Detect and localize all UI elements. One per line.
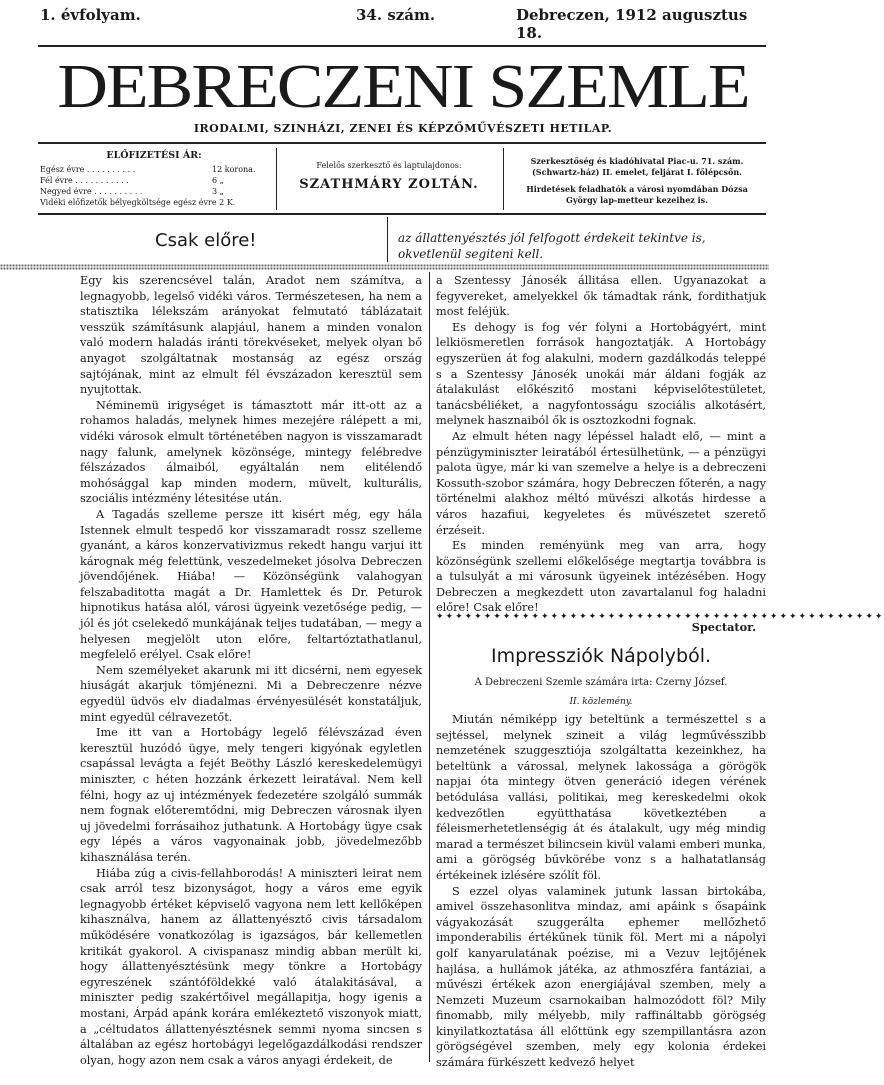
subscription-heading: ELŐFIZETÉSI ÁR: (106, 150, 202, 161)
paragraph: Es dehogy is fog vér folyni a Hortobágyért, mint lelkiösmeretlen források hangoztatják. A Hortobágy egyszerüen át fog alakulni, modern gazdálkodás teleppé s a Szentessy Jánosék unokái már áldani fogják az átalakulást előkészitő mostani képviselőtestületet, tanácsbéliéket, a nagyfontosságu szociális alkotásért, melynek hasznaiból ők is osztozkodni fognak. (436, 320, 766, 428)
price-label: Negyed évre . . . . . . . . . . (40, 187, 143, 196)
second-article-body (436, 712, 766, 1071)
masthead-rule (38, 142, 766, 144)
ornament-rule: ✦✦✦✦✦✦✦✦✦✦✦✦✦✦✦✦✦✦✦✦✦✦✦✦✦✦✦✦✦✦✦✦✦✦✦✦✦✦✦✦✦✦✦✦✦✦✦ (436, 612, 884, 622)
box-divider (503, 148, 504, 210)
paragraph: Hiába zúg a civis-fellahborodás! A miniszteri leirat nem csak arról tesz bizonyságot, hogy a város eme egyik legnagyobb értéket képviselő vagyona nem lett kellőképen kihasználva, hanem az állattenyésztő civis társadalom működésére vonatkozólag is igazságos, bár kellemetlen kritikát gyakorol. A civispanasz mindig abban merült ki, hogy állattenyésztésünk megy tönkre a Hortobágy egyreszének szántóföldekké való átalakitásával, a miniszter pedig szakértőivel megállapitja, hogy igenis a mostani, Árpád apánk korára emlékeztető viszonyok miatt, a „céltudatos állattenyésztésnek semmi nyoma sincsen s általában az egész hortobágyi legelőgazdálkodási rendszer olyan, hogy azon nem csak a város anyagi érdekeit, de (80, 866, 422, 1067)
editor-role: Felelős szerkesztő és laptulajdonos: (316, 161, 462, 170)
price-label: Egész évre . . . . . . . . . . (40, 165, 136, 174)
price-row (40, 186, 268, 197)
price-value: 6 „ (212, 176, 224, 185)
paragraph: a Szentessy Jánosék állitása ellen. Ugyanazokat a fegyvereket, amelyekkel ők támadtak ránk, fordithatjuk most feléjük. (436, 274, 766, 319)
price-value: 12 korona. (212, 165, 256, 174)
paragraph: Egy kis szerencsével talán, Aradot nem számítva, a legnagyobb, legelső vidéki város. Természetesen, ha nem a statisztika lélekszám arányokat felmutató táblázatait vesszük számításunk alapjául, hanem a minden vonalon való modern haladás iránti törekvéseket, melyek olyan bő anyagot szolgáltatnak mostanság az egész ország sajtójának, mint az elmult fél évszázadon keresztül sem nyujtottak. (80, 274, 422, 397)
paragraph: Az elmult héten nagy lépéssel haladt elő, — mint a pénzügyminiszter leiratából értesülhetünk, — a pénzügyi palota ügye, már ki van szemelve a helye is a debreczeni Kossuth-szobor számára, hogy Debreczen főterén, a nagy történelmi alakhoz méltó müvészi alkotás hirdesse a város hazafiui, kegyeletes és müvészetet szerető érzéseit. (436, 429, 766, 537)
office-address: Szerkesztőség és kiadóhivatal Piac-u. 71. szám. (Schwartz-ház) II. emelet, feljárat I. főlépcsőn. (530, 156, 744, 177)
paragraph: Néminemü irigységet is támasztott már itt-ott az a rohamos haladás, melynek himes mezejére rálépett a mi, vidéki városok elmult történetében nagyon is visszamaradt nagy falunk, amelynek közönsége, mintegy felébredve félszázados álmaiból, egyáltalán nem elitélendő mohósággal kap minden modern, müvelt, kulturális, szociális intézmény létesitése után. (80, 398, 422, 506)
subscription-box (40, 150, 268, 208)
paragraph: Nem személyeket akarunk mi itt dicsérni, nem egyesek hiuságát akarjuk tömjénezni. Mi a Debreczenre nézve egyedül üdvös elv diadalmas érvényesülését konstatáljuk, mint egyedül célravezetőt. (80, 663, 422, 724)
second-article-byline: A Debreczeni Szemle számára irta: Czerny József. (474, 677, 728, 688)
second-article-part: II. közlemény. (569, 697, 633, 707)
signature: Spectator. (691, 620, 756, 635)
price-label: Fél évre . . . . . . . . . . . (40, 176, 129, 185)
office-box (510, 156, 764, 206)
box-divider (276, 148, 277, 210)
lead-article-title: Csak előre! (155, 230, 257, 251)
office-ads: Hirdetések feladhatók a városi nyomdában Dózsa György lap-metteur kezeihez is. (526, 184, 748, 205)
editor-box (282, 160, 496, 190)
subscription-note: Vidéki előfizetők bélyegköltsége egész évre 2 K. (40, 198, 236, 207)
paragraph: Es minden reményünk meg van arra, hogy közönségünk szellemi előkelősége megtartja továbbra is a tulsulyát a mi városunk ügyeinek intézésében. Hogy Debreczen a megkezdett uton zavartalanul fog haladni előre! Csak előre! (436, 539, 766, 615)
lead-column-1 (80, 273, 422, 1068)
paragraph: A Tagadás szelleme persze itt kisért még, egy hála Istennek elmult tespedő kor visszamaradt rossz szelleme gyanánt, a káros konzervativizmus rekedt hangu varjui itt kárognak még felettünk, veszedelmeket jósolva Debreczen jövendőjének. Hiába! — Közönségünk valahogyan felszabaditotta magát a Dr. Hamlettek és Dr. Peturok hipnotikus hatása alól, városi ügyeink vezetősége pedig, — jól és jót cselekedő munkájának teljes tudatában, — megy a helyesen megjelölt uton előre, feltartóztathatlanul, megfelelő erélyel. Csak előre! (80, 507, 422, 662)
date-label: Debreczen, 1912 augusztus 18. (516, 6, 748, 42)
price-row (40, 175, 268, 186)
volume-label: 1. évfolyam. (40, 6, 141, 24)
dotted-separator (0, 264, 769, 270)
masthead-title: DEBRECZENI SZEMLE (57, 51, 749, 122)
info-rule (38, 213, 766, 215)
top-line (38, 6, 768, 42)
header-rule (38, 45, 766, 47)
issue-label: 34. szám. (356, 6, 436, 24)
epigraph-divider (387, 217, 388, 262)
price-value: 3 „ (212, 187, 224, 196)
second-article-title: Impressziók Nápolyból. (490, 645, 712, 667)
price-row (40, 164, 268, 175)
paragraph: Miután némiképp igy beteltünk a természettel s a sejtéssel, melynek szineit a világ legművésszibb nemzetének szuggesztiója szolgáltatta kezeinkhez, ha beteltünk a várossal, melynek lakossága a görögök napjai óta mintegy ötven generáció idegen vérének betódulása vallási, politikai, meg kereskedelmi okok kedvezőtlen együtthatása következtében a féleismerhetetlenségig át és átalakult, ugy még mindig marad a természet bilincsein kivül valami emberi munka, ami a görögség bűvkörébe vonz s a halhatatlanság értékeinek izlésére szólít föl. (436, 713, 766, 882)
lead-column-2 (436, 273, 884, 636)
masthead-subtitle: IRODALMI, SZINHÁZI, ZENEI ÉS KÉPZŐMŰVÉSZETI HETILAP. (193, 122, 613, 135)
lead-epigraph: az állattenyésztés jól felfogott érdekeit tekintve is, okvetlenül segiteni kell. (398, 231, 706, 261)
editor-name: SZATHMÁRY ZOLTÁN. (299, 177, 479, 192)
paragraph: S ezzel olyas valaminek jutunk lassan birtokába, amivel összehasonlitva mindaz, ami apáink s ősapáink vágyakozását szuggerálta ephemer mellőzhető imponderabilis értékűnek tünik föl. Mert mi a nápolyi golf kanyarulatának poézise, mi a Vezuv lejtőjének hajlása, a hullámok játéka, az athmoszféra fantáziai, a művészi értékek azon energiájával szemben, mely a Nemzeti Muzeum csarnokaiban halmozódott föl? Mily finomabb, mily mélyebb, mily raffináltabb görögség kinyilatkoztatása áll előttünk egy szempillantásra azon görögségével szemben, mely egy kolonia érdekei számára fürkészett kedvező helyet (436, 884, 766, 1070)
paragraph: Ime itt van a Hortobágy legelő félévszázad éven keresztül huzódó ügye, mely tengeri kigyónak egyletlen csapással levágta a fejét Beöthy László kereskedelemügyi miniszter, c héten hozzánk érkezett leiratával. Nem kell félni, hogy az uj intézmények fedezetére szolgáló summák nem fognak előteremtődni, mig Debreczen városnak ilyen uj jövedelmi forrásaihoz juthatunk. A Hortobágy ügye csak egy lépés a város vagyonainak jobb, jövedelmezőbb kihasználása terén. (80, 726, 422, 864)
column-divider (429, 272, 430, 1062)
